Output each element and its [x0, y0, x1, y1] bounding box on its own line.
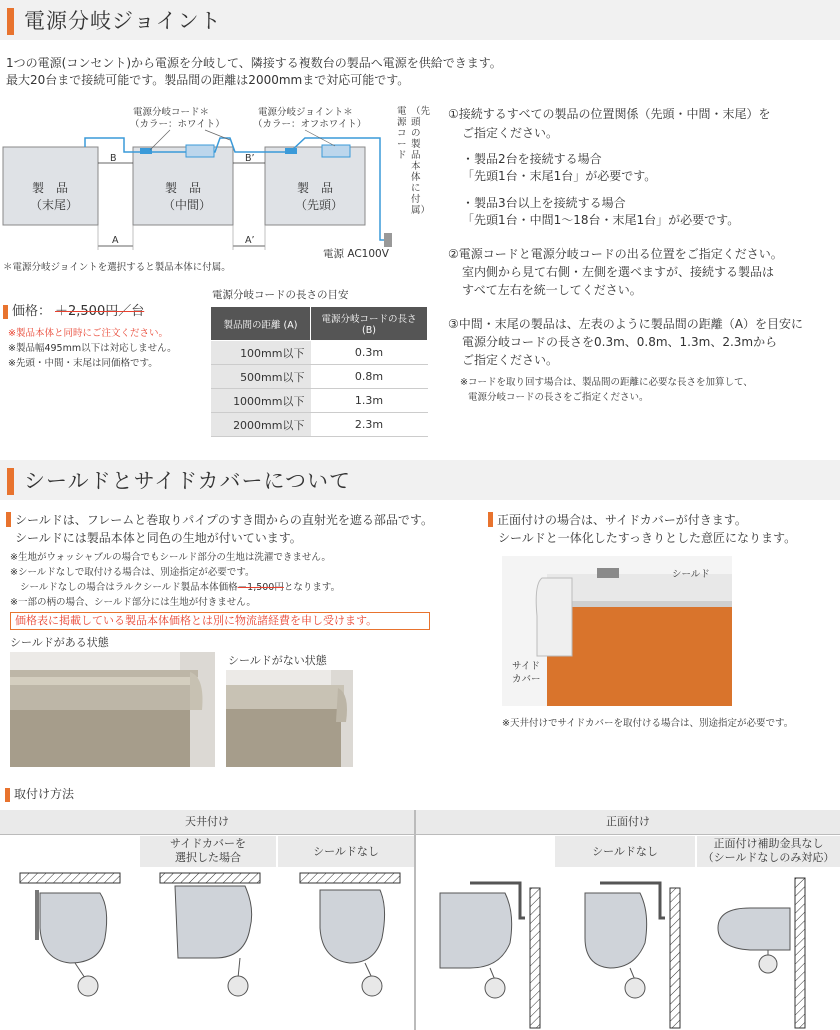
instruction-3-line2: 電源分岐コードの長さを0.3m、0.8m、1.3m、2.3mから — [462, 335, 778, 349]
sub-header-line: （シールドなしのみ対応） — [702, 851, 835, 864]
product-middle-line2: （中間） — [163, 198, 212, 212]
diagram-footnote: ＊電源分岐ジョイントを選択すると製品本体に付属。 — [3, 262, 231, 273]
table-cell: 1.3m — [311, 389, 428, 413]
product-tail-line2: （末尾） — [30, 198, 79, 212]
shield-note-3 — [20, 581, 340, 595]
mount-title: 取付け方法 — [14, 787, 75, 801]
instruction-1-line2: ご指定ください。 — [462, 126, 559, 140]
shield-note-3-text: シールドなしの場合はラルクシールド製品本体価格 — [20, 582, 238, 593]
dim-a: A — [112, 235, 119, 246]
sub-header-front-no-shield: シールドなし — [555, 836, 695, 867]
sub-header-side-cover — [140, 836, 276, 867]
instruction-2-line3: すべて左右を統一してください。 — [462, 283, 642, 297]
product-tail-line1: 製 品 — [32, 181, 69, 195]
photo2-label: シールドがない状態 — [228, 654, 327, 667]
instruction-2-line1: ②電源コードと電源分岐コードの出る位置をご指定ください。 — [448, 247, 783, 261]
section-title: シールドとサイドカバーについて — [24, 469, 352, 493]
front-desc-line1 — [488, 512, 747, 529]
sub-header-no-bracket — [697, 836, 840, 867]
power-cord-label: 電源コード — [397, 106, 407, 161]
price-label: 価格： — [12, 304, 52, 319]
instruction-1b-body: 「先頭1台・中間1～18台・末尾1台」が必要です。 — [462, 213, 740, 227]
shield-desc-line2: シールドには製品本体と同色の生地が付いています。 — [15, 531, 302, 545]
joint-box-head — [322, 145, 350, 157]
table-caption: 電源分岐コードの長さの目安 — [212, 289, 349, 301]
accent-bar — [6, 512, 11, 527]
front-desc-line2: シールドと一体化したすっきりとした意匠になります。 — [498, 531, 797, 545]
dim-b: B — [110, 153, 117, 164]
shield-note-2: ※シールドなしで取付ける場合は、別途指定が必要です。 — [10, 567, 255, 578]
table-row — [211, 389, 428, 413]
cord-length-table — [210, 306, 428, 437]
table-row — [211, 365, 428, 389]
side-cover-callout-1: サイド — [512, 661, 540, 672]
shipping-notice: 価格表に掲載している製品本体価格とは別に物流諸経費を申し受けます。 — [10, 612, 430, 630]
price-note-2: ※製品幅495mm以下は対応しません。 — [8, 343, 177, 354]
power-cord-note: （先頭の製品本体に付属） — [411, 106, 431, 216]
ceiling-mount-header: 天井付け — [0, 810, 414, 835]
table-header-distance: 製品間の距離 (A) — [211, 307, 311, 341]
shield-desc-text: シールドは、フレームと巻取りパイプのすき間からの直射光を遮る部品です。 — [15, 513, 433, 527]
photo-with-shield — [10, 652, 215, 767]
table-row — [211, 413, 428, 437]
table-header-length: 電源分岐コードの長さ (B) — [311, 307, 428, 341]
instruction-1-line1: ①接続するすべての製品の位置関係（先頭・中間・末尾）を — [448, 107, 771, 121]
sub-header-line: 選択した場合 — [175, 851, 241, 864]
joint-color: （カラー：オフホワイト） — [253, 119, 367, 130]
price-note-1: ※製品本体と同時にご注文ください。 — [8, 328, 168, 339]
dim-a2: A’ — [245, 235, 255, 246]
photo-without-shield — [226, 670, 353, 767]
table-cell: 0.3m — [311, 341, 428, 365]
front-mount-header: 正面付け — [416, 810, 840, 835]
power-label: 電源 AC100V — [323, 248, 389, 260]
product-head-line1: 製 品 — [297, 181, 334, 195]
section-header-power-joint — [0, 0, 840, 40]
sub-header-line: サイドカバーを — [170, 837, 246, 850]
instruction-3-note-1: ※コードを取り回す場合は、製品間の距離に必要な長さを加算して、 — [460, 377, 753, 388]
instruction-1a-body: 「先頭1台・末尾1台」が必要です。 — [462, 169, 657, 183]
cord-label: 電源分岐コード＊ — [133, 107, 210, 118]
front-desc-text: 正面付けの場合は、サイドカバーが付きます。 — [497, 513, 747, 527]
table-cell: 2.3m — [311, 413, 428, 437]
table-row — [211, 341, 428, 365]
section-header-shield — [0, 460, 840, 500]
shield-callout: シールド — [672, 569, 710, 580]
table-cell: 0.8m — [311, 365, 428, 389]
photo1-label: シールドがある状態 — [10, 636, 109, 649]
plug-icon — [384, 233, 392, 247]
side-cover-note: ※天井付けでサイドカバーを取付ける場合は、別途指定が必要です。 — [502, 718, 794, 729]
shield-note-3-suffix: となります。 — [283, 582, 341, 593]
struck-price: －1,500円 — [237, 582, 284, 593]
price-note-3: ※先頭・中間・末尾は同価格です。 — [8, 358, 158, 369]
joint-label: 電源分岐ジョイント＊ — [258, 107, 353, 118]
accent-bar — [7, 468, 14, 495]
product-head-line2: （先頭） — [295, 198, 344, 212]
instruction-3-note-2: 電源分岐コードの長さをご指定ください。 — [468, 392, 649, 403]
intro-line-1: 1つの電源(コンセント)から電源を分岐して、隣接する複数台の製品へ電源を供給できます。 — [6, 56, 502, 70]
table-cell: 1000mm以下 — [211, 389, 311, 413]
product-middle-line1: 製 品 — [165, 181, 202, 195]
mounting-illustrations — [0, 868, 840, 1030]
dim-b2: B’ — [245, 153, 255, 164]
cord-connector-2 — [285, 148, 297, 154]
accent-bar — [7, 8, 14, 35]
table-cell: 500mm以下 — [211, 365, 311, 389]
sub-header-line: 正面付け補助金具なし — [713, 837, 824, 850]
price-value: ＋2,500円／台 — [55, 304, 145, 319]
joint-box-middle — [186, 145, 214, 157]
side-cover-callout-2: カバー — [512, 674, 541, 685]
shield-note-4: ※一部の柄の場合、シールド部分には生地が付きません。 — [10, 597, 256, 608]
cord-color: （カラー：ホワイト） — [130, 119, 225, 130]
instruction-3-line3: ご指定ください。 — [462, 353, 559, 367]
instruction-1b-head: ・製品3台以上を接続する場合 — [462, 196, 626, 210]
section-title: 電源分岐ジョイント — [24, 9, 222, 33]
sub-header-no-shield: シールドなし — [278, 836, 414, 867]
accent-bar — [5, 788, 10, 802]
instruction-2-line2: 室内側から見て右側・左側を選べますが、接続する製品は — [462, 265, 775, 279]
shield-desc-line1 — [6, 512, 433, 529]
price-accent — [3, 305, 8, 319]
cord-connector — [140, 148, 152, 154]
shield-note-1: ※生地がウォッシャブルの場合でもシールド部分の生地は洗濯できません。 — [10, 552, 331, 563]
table-cell: 100mm以下 — [211, 341, 311, 365]
accent-bar — [488, 512, 493, 527]
instruction-1a-head: ・製品2台を接続する場合 — [462, 152, 602, 166]
intro-line-2: 最大20台まで接続可能です。製品間の距離は2000mmまで対応可能です。 — [6, 73, 410, 87]
table-cell: 2000mm以下 — [211, 413, 311, 437]
instruction-3-line1: ③中間・末尾の製品は、左表のように製品間の距離（A）を目安に — [448, 317, 803, 331]
